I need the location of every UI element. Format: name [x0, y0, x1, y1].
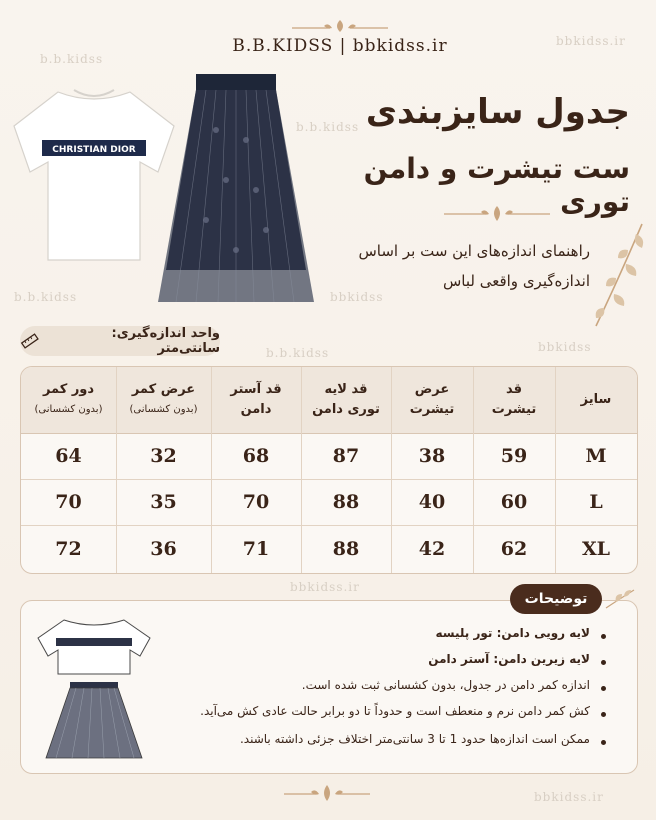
note-item: لایه زیرین دامن: آستر دامن	[428, 652, 590, 666]
leaf-sprig-icon	[604, 588, 636, 610]
table-cell: 40	[418, 491, 446, 513]
table-cell: 42	[418, 538, 446, 560]
page-title: جدول سایزبندی	[365, 92, 630, 132]
description-line-2: اندازه‌گیری واقعی لباس	[442, 272, 590, 290]
watermark: b.b.kidss	[14, 290, 78, 304]
watermark: bbkidss.ir	[534, 790, 604, 804]
tshirt-photo	[8, 80, 180, 266]
table-cell: 36	[150, 538, 177, 560]
unit-badge	[20, 326, 220, 356]
page-subtitle-title: ست تیشرت و دامن توری	[363, 152, 630, 218]
header-tulle-length: قد لایه توری دامن	[312, 382, 380, 417]
table-cell: 88	[332, 538, 360, 560]
table-cell: 87	[332, 445, 360, 467]
watermark: bbkidss	[538, 340, 592, 354]
ornament-divider-icon	[442, 204, 552, 224]
table-cell: L	[589, 491, 603, 513]
size-table	[20, 366, 638, 574]
ornament-divider-icon	[290, 16, 390, 36]
header-waist-circumference: دور کمر (بدون کشسانی)	[34, 382, 103, 415]
outfit-sketch	[34, 616, 154, 762]
note-item: اندازه کمر دامن در جدول، بدون کشسانی ثبت شده است.	[301, 678, 590, 692]
ornament-divider-icon	[282, 782, 372, 804]
table-cell: 71	[242, 538, 270, 560]
ruler-icon	[20, 331, 40, 351]
unit-label: واحد اندازه‌گیری: سانتی‌متر	[111, 326, 220, 356]
table-cell: 32	[150, 445, 177, 467]
table-cell: 35	[150, 491, 177, 513]
note-item: کش کمر دامن نرم و منعطف است و حدوداً تا دو برابر حالت عادی کش می‌آید.	[200, 704, 590, 718]
note-item: لایه رویی دامن: تور پلیسه	[435, 626, 590, 640]
table-cell: XL	[581, 538, 611, 560]
header-tshirt-width: عرض تیشرت	[409, 382, 455, 417]
watermark: bbkidss.ir	[290, 580, 360, 594]
table-cell: 60	[500, 491, 528, 513]
table-cell: 70	[242, 491, 270, 513]
table-cell: 59	[500, 445, 528, 467]
watermark: b.b.kidss	[266, 346, 330, 360]
description-line-1: راهنمای اندازه‌های این ست بر اساس	[358, 242, 590, 260]
table-cell: 64	[55, 445, 82, 467]
watermark: bbkidss.ir	[556, 34, 626, 48]
notes-title: توضیحات	[524, 591, 588, 607]
table-cell: 38	[418, 445, 446, 467]
tulle-skirt-photo	[156, 70, 316, 310]
header-size: سایز	[580, 392, 612, 407]
leaf-branch-icon	[588, 220, 648, 330]
watermark: bbkidss	[330, 290, 384, 304]
table-cell: 88	[332, 491, 360, 513]
header-waist-width: عرض کمر (بدون کشسانی)	[129, 382, 198, 415]
watermark: b.b.kidss	[296, 120, 360, 134]
note-item: ممکن است اندازه‌ها حدود 1 تا 3 سانتی‌متر اختلاف جزئی داشته باشند.	[239, 732, 590, 746]
table-cell: 68	[242, 445, 270, 467]
header-lining-length: قد آستر دامن	[230, 382, 282, 417]
table-cell: 62	[500, 538, 528, 560]
table-cell: M	[585, 445, 607, 467]
tshirt-print-text: CHRISTIAN DIOR	[52, 145, 136, 155]
header-tshirt-length: قد تیشرت	[491, 382, 537, 417]
table-cell: 70	[55, 491, 82, 513]
watermark: b.b.kidss	[40, 52, 104, 66]
brand-title: B.B.KIDSS | bbkidss.ir	[232, 36, 448, 56]
notes-title-badge	[510, 584, 602, 614]
table-cell: 72	[55, 538, 82, 560]
